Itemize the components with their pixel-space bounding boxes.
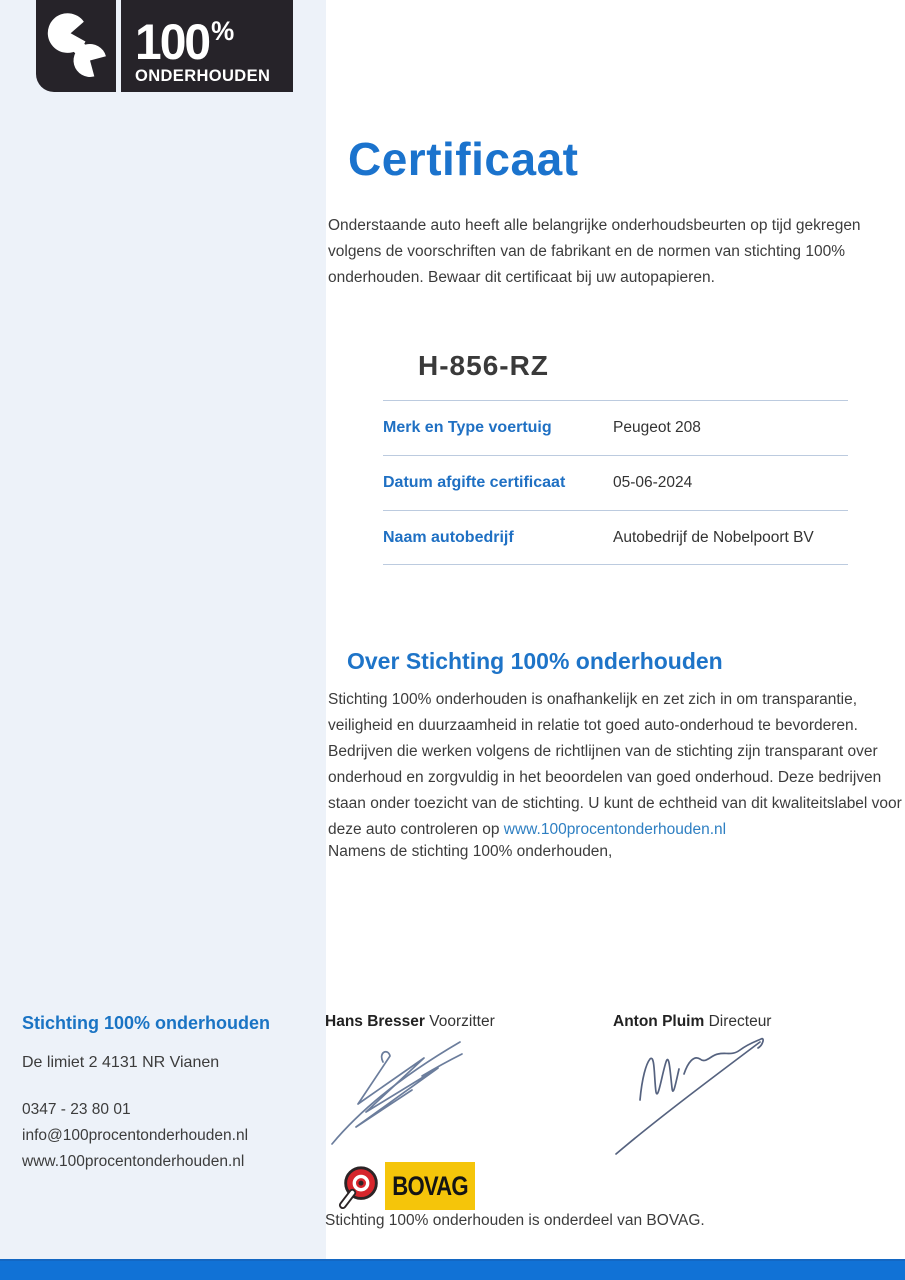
bovag-note: Stichting 100% onderhouden is onderdeel van BOVAG.: [325, 1212, 705, 1229]
contact-heading: Stichting 100% onderhouden: [22, 1013, 271, 1033]
footer-accent-bar: [0, 1259, 905, 1280]
logo-number: 100: [135, 15, 210, 71]
bovag-wordmark-block: [385, 1162, 475, 1210]
row-label: Datum afgifte certificaat: [383, 474, 566, 491]
signature-handwriting-chairman: [326, 1032, 466, 1154]
signatory-name: Hans Bresser: [325, 1013, 425, 1030]
contact-address: De limiet 2 4131 NR Vianen: [22, 1054, 220, 1071]
bovag-wordmark: BOVAG: [392, 1170, 468, 1201]
contact-phone: 0347 - 23 80 01: [22, 1101, 131, 1118]
contact-email: info@100procentonderhouden.nl: [22, 1127, 249, 1144]
row-label: Naam autobedrijf: [383, 528, 514, 546]
signatory-role: Voorzitter: [429, 1013, 495, 1030]
row-label: Merk en Type voertuig: [383, 419, 552, 436]
table-row: [383, 510, 848, 565]
wrench-icon: [43, 6, 109, 87]
row-value: 05-06-2024: [613, 474, 693, 491]
brand-logo: [36, 0, 293, 92]
about-closing-line: Namens de stichting 100% onderhouden,: [328, 843, 613, 860]
logo-100-percent: [135, 8, 293, 71]
signature-label-chairman: [325, 1013, 495, 1031]
license-plate: H-856-RZ: [418, 350, 549, 381]
logo-icon-block: [36, 0, 116, 92]
signature-handwriting-director: [612, 1026, 802, 1162]
intro-paragraph: Onderstaande auto heeft alle belangrijke onderhoudsbeurten op tijd gekregen volgens de voorschriften van de fabrikant en de normen van stichting 100% onderhouden. Bewaar dit certificaat bij uw autopapieren.: [328, 217, 861, 286]
row-value: Autobedrijf de Nobelpoort BV: [613, 528, 814, 546]
signatory-name: Anton Pluim: [613, 1013, 705, 1030]
bovag-logo: [337, 1162, 475, 1210]
contact-website: www.100procentonderhouden.nl: [22, 1153, 245, 1170]
row-value: Peugeot 208: [613, 419, 701, 436]
details-table: [383, 400, 848, 565]
logo-text-block: [121, 0, 293, 92]
about-paragraph: [328, 687, 905, 843]
bovag-wheel-magnifier-icon: [337, 1162, 385, 1210]
table-row: [383, 400, 848, 455]
verification-link[interactable]: www.100procentonderhouden.nl: [503, 821, 727, 838]
about-section-heading: Over Stichting 100% onderhouden: [347, 648, 723, 674]
page-title: Certificaat: [348, 133, 579, 185]
logo-percent-sign: %: [211, 15, 235, 47]
signatory-role: Directeur: [708, 1013, 772, 1030]
logo-brand-name: ONDERHOUDEN: [135, 66, 271, 85]
table-row: [383, 455, 848, 510]
about-body-text: Stichting 100% onderhouden is onafhankelijk en zet zich in om transparantie, veiligheid en duurzaamheid in relatie tot goed auto-onderhoud te bevorderen. Bedrijven die werken volgens de richtlijnen van de stichting zijn transparant over onderhoud en zorgvuldig in het beoordelen van goed onderhoud. Deze bedrijven staan onder toezicht van de stichting. U kunt de echtheid van dit kwaliteitslabel voor deze auto controleren op: [328, 691, 902, 838]
